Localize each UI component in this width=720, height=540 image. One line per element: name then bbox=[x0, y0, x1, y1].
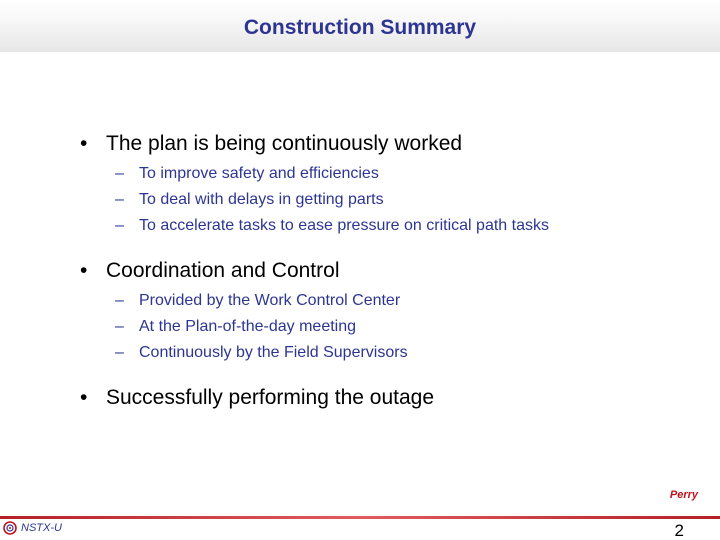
bullet-text: The plan is being continuously worked bbox=[106, 132, 463, 155]
slide-title: Construction Summary bbox=[243, 16, 477, 39]
sub-bullet-item bbox=[115, 291, 400, 311]
bullet-item bbox=[80, 131, 462, 157]
bullet-item bbox=[80, 258, 339, 284]
sub-bullet-text: Continuously by the Field Supervisors bbox=[139, 344, 408, 361]
bullet-dot: • bbox=[80, 132, 88, 155]
bullet-text: Coordination and Control bbox=[106, 259, 340, 282]
sub-bullet-dash: – bbox=[115, 191, 124, 208]
sub-bullet-item bbox=[115, 190, 384, 210]
bullet-text: Successfully performing the outage bbox=[106, 386, 435, 409]
sub-bullet-text: To accelerate tasks to ease pressure on critical path tasks bbox=[139, 217, 549, 234]
logo-text: NSTX-U bbox=[21, 522, 62, 534]
author-name: Perry bbox=[669, 489, 698, 501]
sub-bullet-dash: – bbox=[115, 292, 124, 309]
footer-divider bbox=[0, 516, 720, 519]
sub-bullet-item bbox=[115, 164, 379, 184]
sub-bullet-text: Provided by the Work Control Center bbox=[139, 292, 401, 309]
bullet-dot: • bbox=[80, 386, 88, 409]
sub-bullet-dash: – bbox=[115, 344, 124, 361]
sub-bullet-dash: – bbox=[115, 165, 124, 182]
bullet-dot: • bbox=[80, 259, 88, 282]
sub-bullet-item bbox=[115, 317, 356, 337]
sub-bullet-text: At the Plan-of-the-day meeting bbox=[139, 318, 357, 335]
sub-bullet-item bbox=[115, 216, 549, 236]
sub-bullet-text: To deal with delays in getting parts bbox=[139, 191, 384, 208]
sub-bullet-dash: – bbox=[115, 217, 124, 234]
sub-bullet-dash: – bbox=[115, 318, 124, 335]
page-number: 2 bbox=[674, 521, 684, 540]
sub-bullet-text: To improve safety and efficiencies bbox=[139, 165, 379, 182]
footer-logo bbox=[3, 521, 62, 535]
sub-bullet-item bbox=[115, 343, 408, 363]
nstx-u-logo-icon bbox=[3, 521, 17, 535]
bullet-item bbox=[80, 385, 434, 411]
